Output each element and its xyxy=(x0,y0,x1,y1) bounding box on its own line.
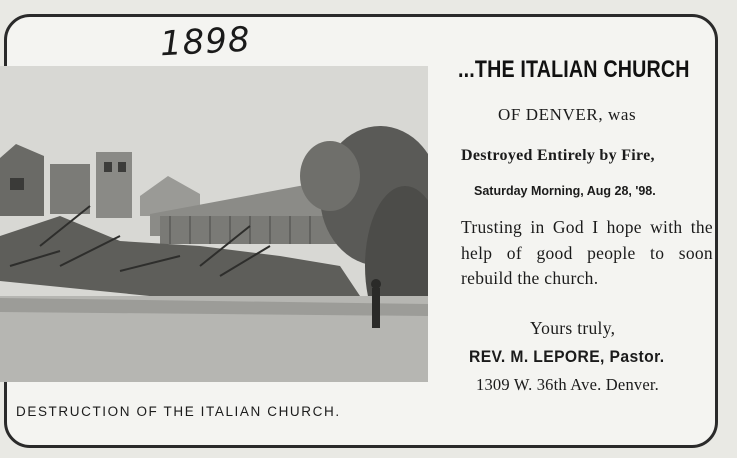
notice-date: Saturday Morning, Aug 28, '98. xyxy=(474,184,656,198)
notice-closing: Yours truly, xyxy=(530,318,616,338)
notice-address: 1309 W. 36th Ave. Denver. xyxy=(476,375,659,394)
notice-body: Trusting in God I hope with the help of good people to soon rebuild the church. xyxy=(461,217,713,288)
notice-line-1: OF DENVER, was xyxy=(498,105,637,124)
handwritten-year: 1898 xyxy=(159,19,252,65)
photo-fire-ruins xyxy=(0,66,428,382)
lower-card-edge xyxy=(38,446,418,458)
notice-signature: REV. M. LEPORE, Pastor. xyxy=(469,348,665,366)
notice-line-2: Destroyed Entirely by Fire, xyxy=(461,147,655,164)
notice-headline: ...THE ITALIAN CHURCH xyxy=(458,56,690,83)
photo-caption: DESTRUCTION OF THE ITALIAN CHURCH. xyxy=(16,404,341,419)
